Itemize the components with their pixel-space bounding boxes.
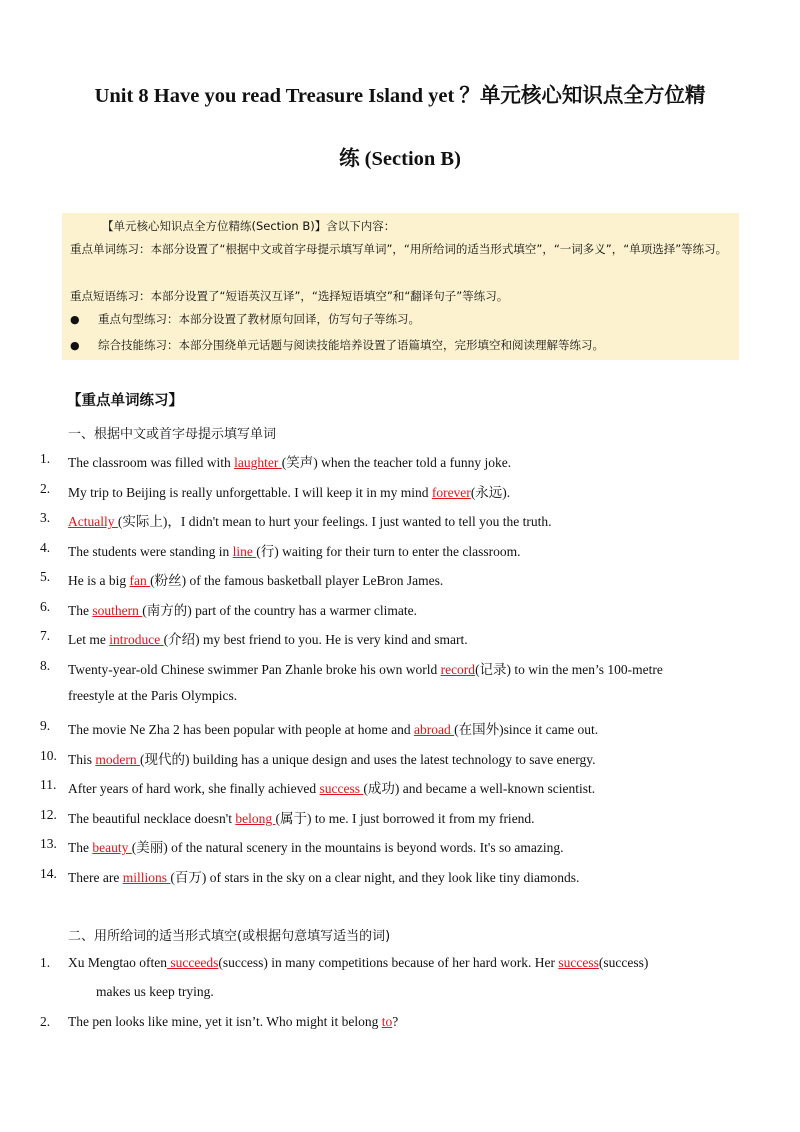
summary-item-skills: ● 综合技能练习：本部分围绕单元话题与阅读技能培养设置了语篇填空，完形填空和阅读理解等练习。 bbox=[70, 334, 604, 357]
sentence-text: The classroom was filled with bbox=[68, 455, 235, 470]
bullet-icon: ● bbox=[70, 313, 80, 326]
answer-blank: modern bbox=[95, 752, 141, 767]
question-number: 7. bbox=[40, 628, 51, 643]
answer-blank: success bbox=[558, 955, 599, 970]
sentence-text: After years of hard work, she finally achieved bbox=[68, 781, 320, 796]
sentence-text: The bbox=[68, 840, 93, 855]
sentence-text: (记录) to win the men’s 100-metre bbox=[475, 662, 663, 677]
question-number: 8. bbox=[40, 658, 51, 673]
answer-blank: abroad bbox=[414, 722, 455, 737]
answer-blank: forever bbox=[431, 485, 471, 500]
question-text bbox=[68, 688, 237, 704]
sentence-text: freestyle at the Paris Olympics. bbox=[68, 688, 238, 703]
question-text bbox=[68, 599, 417, 619]
sentence-text: (实际上)，I didn't mean to hurt your feelings. I just wanted to tell you the truth. bbox=[117, 514, 552, 529]
answer-blank: succeeds bbox=[166, 955, 219, 970]
question-text bbox=[68, 569, 443, 589]
summary-intro: 【单元核心知识点全方位精练(Section B)】含以下内容： bbox=[102, 219, 396, 233]
sentence-text: (在国外)since it came out. bbox=[454, 722, 599, 737]
question-text bbox=[68, 510, 551, 530]
question-number: 1. bbox=[40, 955, 51, 970]
question-number: 12. bbox=[40, 807, 57, 822]
summary-box bbox=[62, 213, 739, 360]
answer-blank: belong bbox=[235, 811, 276, 826]
answer-blank: fan bbox=[129, 573, 151, 588]
sentence-text: My trip to Beijing is really unforgettable. I will keep it in my mind bbox=[68, 485, 432, 500]
question-number: 2. bbox=[40, 481, 51, 496]
sentence-text: He is a big bbox=[68, 573, 130, 588]
question-number: 2. bbox=[40, 1014, 51, 1029]
sentence-text: The bbox=[68, 603, 93, 618]
part2-heading: 二、用所给词的适当形式填空(或根据句意填写适当的词) bbox=[68, 929, 391, 944]
sentence-text: The beautiful necklace doesn't bbox=[68, 811, 236, 826]
question-text bbox=[68, 718, 598, 738]
title-line-1: Unit 8 Have you read Treasure Island yet ？单元核心知识点全方位精 bbox=[94, 85, 706, 107]
answer-blank: beauty bbox=[92, 840, 132, 855]
question-number: 11. bbox=[40, 777, 57, 792]
part1-heading: 一、根据中文或首字母提示填写单词 bbox=[68, 427, 277, 442]
sentence-text: (永远). bbox=[470, 485, 511, 500]
question-number: 14. bbox=[40, 866, 57, 881]
sentence-text: Let me bbox=[68, 632, 110, 647]
answer-blank: millions bbox=[122, 870, 171, 885]
sentence-text: (成功) and became a well-known scientist. bbox=[363, 781, 596, 796]
question-number: 9. bbox=[40, 718, 51, 733]
question-text bbox=[68, 836, 563, 856]
answer-blank: record bbox=[440, 662, 476, 677]
sentence-text: ? bbox=[392, 1014, 399, 1029]
sentence-text: (粉丝) of the famous basketball player LeBron James. bbox=[150, 573, 444, 588]
answer-blank: laughter bbox=[234, 455, 282, 470]
question-text bbox=[68, 540, 521, 560]
question-text bbox=[68, 658, 663, 678]
sentence-text: (success) in many competitions because of her hard work. Her bbox=[218, 955, 559, 970]
answer-blank: southern bbox=[92, 603, 143, 618]
question-text bbox=[68, 955, 648, 971]
question-number: 3. bbox=[40, 510, 51, 525]
question-number: 13. bbox=[40, 836, 57, 851]
question-text bbox=[68, 481, 510, 501]
question-number: 1. bbox=[40, 451, 51, 466]
sentence-text: (介绍) my best friend to you. He is very kind and smart. bbox=[163, 632, 468, 647]
question-number: 4. bbox=[40, 540, 51, 555]
sentence-text: The pen looks like mine, yet it isn’t. Who might it belong bbox=[68, 1014, 382, 1029]
question-number: 10. bbox=[40, 748, 57, 763]
question-number: 6. bbox=[40, 599, 51, 614]
question-text bbox=[68, 748, 596, 768]
sentence-text: makes us keep trying. bbox=[96, 984, 214, 999]
sentence-text: (success) bbox=[598, 955, 649, 970]
question-text bbox=[68, 777, 595, 797]
answer-blank: Actually bbox=[68, 514, 118, 529]
answer-blank: line bbox=[232, 544, 257, 559]
bullet-icon: ● bbox=[70, 339, 80, 352]
summary-item-sentences: ● 重点句型练习：本部分设置了教材原句回译，仿写句子等练习。 bbox=[70, 308, 420, 331]
answer-blank: introduce bbox=[109, 632, 164, 647]
section-heading: 【重点单词练习】 bbox=[67, 393, 183, 409]
summary-item-words: 重点单词练习：本部分设置了“根据中文或首字母提示填写单词”，“用所给词的适当形式填空”，“一词多义”，“单项选择”等练习。 bbox=[70, 242, 728, 256]
sentence-text: (百万) of stars in the sky on a clear night, and they look like tiny diamonds. bbox=[170, 870, 580, 885]
sentence-text: Xu Mengtao often bbox=[68, 955, 167, 970]
question-number: 5. bbox=[40, 569, 51, 584]
sentence-text: The students were standing in bbox=[68, 544, 233, 559]
question-text bbox=[68, 807, 535, 827]
sentence-text: There are bbox=[68, 870, 123, 885]
title-line-2: 练 (Section B) bbox=[339, 148, 461, 170]
summary-item-phrases: 重点短语练习：本部分设置了“短语英汉互译”，“选择短语填空”和“翻译句子”等练习。 bbox=[70, 289, 509, 303]
sentence-text: Twenty-year-old Chinese swimmer Pan Zhanle broke his own world bbox=[68, 662, 441, 677]
sentence-text: (属于) to me. I just borrowed it from my friend. bbox=[275, 811, 535, 826]
sentence-text: The movie Ne Zha 2 has been popular with people at home and bbox=[68, 722, 415, 737]
answer-blank: success bbox=[319, 781, 364, 796]
sentence-text: (笑声) when the teacher told a funny joke. bbox=[281, 455, 512, 470]
sentence-text: (美丽) of the natural scenery in the mountains is beyond words. It's so amazing. bbox=[131, 840, 564, 855]
answer-blank: to bbox=[381, 1014, 393, 1029]
question-text bbox=[68, 628, 468, 648]
question-text bbox=[68, 866, 579, 886]
sentence-text: (现代的) building has a unique design and uses the latest technology to save energy. bbox=[140, 752, 596, 767]
question-text bbox=[96, 984, 214, 1000]
question-text bbox=[68, 451, 511, 471]
question-text bbox=[68, 1014, 398, 1030]
sentence-text: (行) waiting for their turn to enter the classroom. bbox=[256, 544, 521, 559]
sentence-text: (南方的) part of the country has a warmer climate. bbox=[142, 603, 418, 618]
sentence-text: This bbox=[68, 752, 96, 767]
